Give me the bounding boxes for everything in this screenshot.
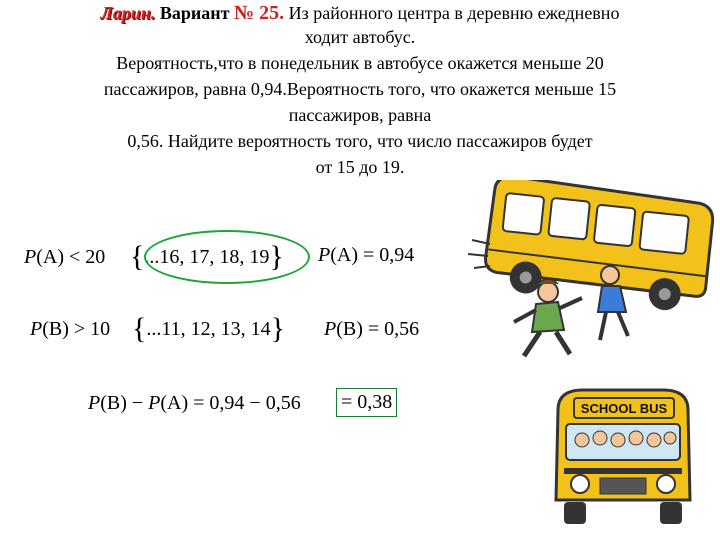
variant-label: Вариант [159, 3, 230, 23]
condition-a: < 20 [68, 246, 106, 268]
event-b: (B) [336, 318, 363, 340]
pa-condition [24, 246, 105, 269]
pb-equals: = 0,56 [367, 318, 420, 340]
pb-condition [30, 318, 110, 341]
brace-close: } [270, 312, 286, 345]
p-symbol: P [24, 246, 37, 268]
event-a: (A) [330, 244, 358, 266]
set-a-values: ...16, 17, 18, 19 [144, 246, 270, 268]
highlight-ellipse [144, 230, 310, 284]
condition-b: > 10 [73, 318, 111, 340]
pa-equals: = 0,94 [362, 244, 415, 266]
p-symbol: P [30, 318, 43, 340]
minus-sign: − [126, 392, 149, 414]
header-line-7: от 15 до 19. [315, 157, 405, 177]
event-b: (B) [42, 318, 69, 340]
event-a: (A) [36, 246, 64, 268]
p-symbol: P [148, 392, 161, 414]
author-name: Ларин. [100, 3, 156, 23]
school-bus-illustration [538, 380, 708, 530]
difference-calc: = 0,94 − 0,56 [188, 392, 301, 414]
header-line-3: Вероятность,что в понедельник в автобусе окажется меньше 20 [116, 53, 604, 73]
p-symbol: P [324, 318, 337, 340]
school-bus-sign: SCHOOL BUS [580, 401, 668, 416]
pb-value [324, 318, 419, 341]
p-symbol: P [88, 392, 101, 414]
answer-box: = 0,38 [336, 388, 397, 417]
set-b-values: ...11, 12, 13, 14 [146, 318, 271, 340]
header-line-2: ходит автобус. [304, 27, 416, 47]
header-line-1 [0, 2, 720, 24]
pa-value [318, 244, 414, 267]
brace-open: { [132, 312, 147, 345]
variant-number: № 25. [234, 2, 285, 24]
brace-close: } [269, 240, 284, 273]
difference-formula [88, 392, 301, 415]
bus-illustration [460, 180, 720, 360]
problem-text-1: Из районного центра в деревню ежедневно [288, 3, 620, 23]
set-b [132, 312, 285, 346]
header-line-5: пассажиров, равна [288, 105, 432, 125]
event-a: (A) [160, 392, 189, 414]
header-line-6: 0,56. Найдите вероятность того, что число пассажиров будет [127, 131, 593, 151]
event-b: (B) [100, 392, 127, 414]
brace-open: { [130, 240, 145, 273]
p-symbol: P [318, 244, 331, 266]
header-line-4: пассажиров, равна 0,94.Вероятность того, что окажется меньше 15 [103, 79, 617, 99]
